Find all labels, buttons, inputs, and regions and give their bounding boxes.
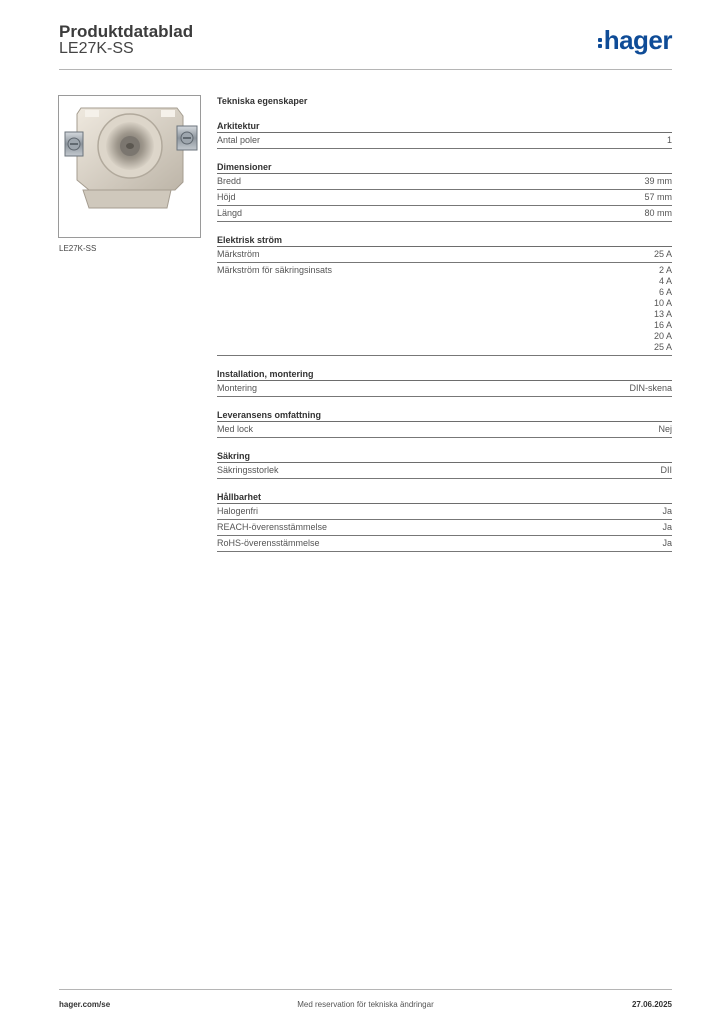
technical-specs: [217, 95, 672, 564]
spec-label: Bredd: [217, 176, 242, 186]
spec-value: 80 mm: [644, 208, 672, 218]
product-image: [58, 95, 201, 238]
section-leverans: [217, 409, 672, 438]
section-title: Leveransens omfattning: [217, 409, 672, 422]
section-hallbarhet: [217, 491, 672, 552]
spec-value: Ja: [662, 506, 672, 516]
spec-row: [217, 190, 672, 206]
spec-value: 57 mm: [644, 192, 672, 202]
spec-row: [217, 536, 672, 552]
spec-value: 39 mm: [644, 176, 672, 186]
spec-value: DIN-skena: [629, 383, 672, 393]
logo-dots-icon: [598, 27, 602, 53]
spec-label: Säkringsstorlek: [217, 465, 279, 475]
spec-value: 25 A: [653, 249, 672, 259]
footer-website-link[interactable]: hager.com/se: [59, 1000, 111, 1009]
document-title: Produktdatablad: [59, 22, 194, 41]
spec-value: Ja: [662, 522, 672, 532]
section-installation: [217, 368, 672, 397]
spec-row: [217, 520, 672, 536]
section-title: Arkitektur: [217, 120, 672, 133]
section-arkitektur: [217, 120, 672, 149]
product-image-caption: LE27K-SS: [59, 244, 97, 253]
spec-value: DII: [660, 465, 672, 475]
fuse-base-illustration: [59, 96, 201, 238]
section-sakring: [217, 450, 672, 479]
section-title: Dimensioner: [217, 161, 672, 174]
spec-row: [217, 504, 672, 520]
spec-label: Montering: [217, 383, 258, 393]
section-title: Elektrisk ström: [217, 234, 672, 247]
section-title: Installation, montering: [217, 368, 672, 381]
section-elektrisk-strom: [217, 234, 672, 356]
spec-label: Antal poler: [217, 135, 261, 145]
spec-label: REACH-överensstämmelse: [217, 522, 328, 532]
spec-label: Höjd: [217, 192, 236, 202]
spec-label: RoHS-överensstämmelse: [217, 538, 320, 548]
spec-row: [217, 206, 672, 222]
spec-value: Ja: [662, 538, 672, 548]
document-footer: [59, 989, 672, 1019]
spec-value: 1: [666, 135, 672, 145]
spec-row: [217, 174, 672, 190]
section-dimensioner: [217, 161, 672, 222]
logo-text: hager: [603, 25, 672, 55]
section-title: Hållbarhet: [217, 491, 672, 504]
spec-row: [217, 422, 672, 438]
footer-date: 27.06.2025: [631, 1000, 672, 1009]
spec-label: Märkström för säkringsinsats: [217, 265, 333, 275]
spec-label: Längd: [217, 208, 243, 218]
spec-row: [217, 381, 672, 397]
spec-value-list: 2 A 4 A 6 A 10 A 13 A 16 A 20 A 25 A: [653, 265, 672, 352]
spec-row: [217, 463, 672, 479]
spec-label: Med lock: [217, 424, 254, 434]
section-title: Säkring: [217, 450, 672, 463]
footer-disclaimer: Med reservation för tekniska ändringar: [297, 1000, 434, 1009]
spec-row: [217, 263, 672, 356]
hager-logo: [598, 27, 672, 53]
spec-row: [217, 247, 672, 263]
product-code-title: LE27K-SS: [59, 40, 134, 57]
spec-label: Halogenfri: [217, 506, 259, 516]
document-header: [59, 22, 672, 70]
spec-row: [217, 133, 672, 149]
specs-heading: Tekniska egenskaper: [217, 96, 308, 106]
spec-value: Nej: [658, 424, 672, 434]
spec-label: Märkström: [217, 249, 260, 259]
